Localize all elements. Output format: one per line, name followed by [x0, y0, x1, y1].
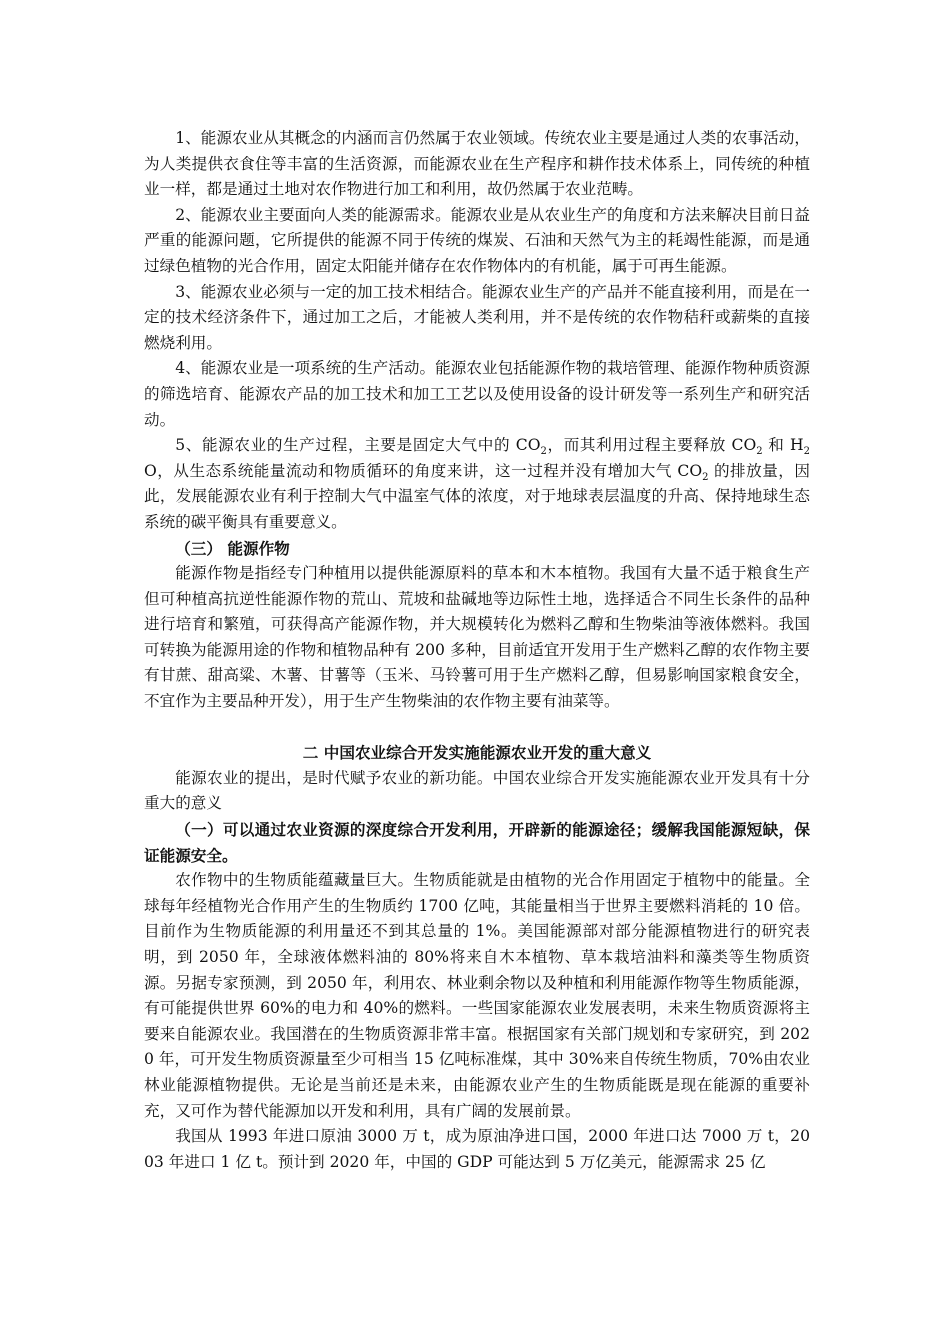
subscript-2: 2: [756, 446, 763, 458]
point-5-text-b: ，而其利用过程主要释放 CO: [546, 436, 757, 455]
subheading-1: （一）可以通过农业资源的深度综合开发利用，开辟新的能源途径；缓解我国能源短缺，保证能源安全。: [144, 820, 810, 865]
paragraph-crude-oil: 我国从 1993 年进口原油 3000 万 t，成为原油净进口国，2000 年进口达 7000 万 t，2003 年进口 1 亿 t。预计到 2020 年，中国的 GDP 可能达到 5 万亿美元，能源需求 25 亿: [144, 1127, 810, 1171]
paragraph-point-2: 2、能源农业主要面向人类的能源需求。能源农业是从农业生产的角度和方法来解决目前日益严重的能源问题，它所提供的能源不同于传统的煤炭、石油和天然气为主的耗竭性能源，而是通过绿色植物的光合作用，固定太阳能并储存在农作物体内的有机能，属于可再生能源。: [144, 205, 810, 275]
section-title: 二 中国农业综合开发实施能源农业开发的重大意义: [302, 743, 652, 763]
paragraph-intro: 能源农业的提出，是时代赋予农业的新功能。中国农业综合开发实施能源农业开发具有十分重大的意义: [144, 768, 810, 813]
point-5-text-d: O，从生态系统能量流动和物质循环的角度来讲，这一过程并没有增加大气 CO: [144, 461, 703, 480]
paragraph-point-5: [144, 433, 810, 535]
paragraph-point-3: 3、能源农业必须与一定的加工技术相结合。能源农业生产的产品并不能直接利用，而是在一定的技术经济条件下，通过加工之后，才能被人类利用，并不是传统的农作物秸秆或薪柴的直接燃烧利用。: [144, 282, 810, 352]
paragraph-point-4: 4、能源农业是一项系统的生产活动。能源农业包括能源作物的栽培管理、能源作物种质资源的筛选培育、能源农产品的加工技术和加工工艺以及使用设备的设计研发等一系列生产和研究活动。: [144, 359, 810, 429]
point-5-text-a: 5、能源农业的生产过程，主要是固定大气中的 CO: [175, 436, 541, 455]
subscript-2: 2: [540, 446, 547, 458]
document-page: [144, 126, 810, 1175]
paragraph-biomass: 农作物中的生物质能蕴藏量巨大。生物质能就是由植物的光合作用固定于植物中的能量。全球每年经植物光合作用产生的生物质约 1700 亿吨，其能量相当于世界主要燃料消耗的 10 倍。目前作为生物质能源的利用量还不到其总量的 1%。美国能源部对部分能源植物进行的研究表明，到 2050 年，全球液体燃料油的 80%将来自木本植物、草本栽培油料和藻类等生物质资源。另据专家预测，到 2050 年，利用农、林业剩余物以及种植和利用能源作物等生物质能源，有可能提供世界 60%的电力和 40%的燃料。一些国家能源农业发展表明，未来生物质资源将主要来自能源农业。我国潜在的生物质资源非常丰富。根据国家有关部门规划和专家研究，到 2020 年，可开发生物质资源量至少可相当 15 亿吨标准煤，其中 30%来自传统生物质，70%由农业林业能源植物提供。无论是当前还是未来，由能源农业产生的生物质能既是现在能源的重要补充，又可作为替代能源加以开发和利用，具有广阔的发展前景。: [144, 871, 810, 1120]
point-5-text-c: 和 H: [762, 436, 804, 455]
point-5-text-e: 的排放量，因此，发展能源农业有利于控制大气中温室气体的浓度，对于地球表层温度的升高、保持地球生态系统的碳平衡具有重要意义。: [144, 461, 810, 531]
heading-energy-crops: （三） 能源作物: [175, 538, 290, 558]
paragraph-energy-crops: 能源作物是指经专门种植用以提供能源原料的草本和木本植物。我国有大量不适于粮食生产但可种植高抗逆性能源作物的荒山、荒坡和盐碱地等边际性土地，选择适合不同生长条件的品种进行培育和繁殖，可获得高产能源作物，并大规模转化为燃料乙醇和生物柴油等液体燃料。我国可转换为能源用途的作物和植物品种有 200 多种，目前适宜开发用于生产燃料乙醇的农作物主要有甘蔗、甜高粱、木薯、甘薯等（玉米、马铃薯可用于生产燃料乙醇，但易影响国家粮食安全，不宜作为主要品种开发），用于生产生物柴油的农作物主要有油菜等。: [144, 564, 810, 711]
subscript-2: 2: [803, 446, 810, 458]
spacer: [144, 715, 810, 741]
subscript-2: 2: [702, 471, 709, 483]
paragraph-point-1: 1、能源农业从其概念的内涵而言仍然属于农业领域。传统农业主要是通过人类的农事活动，为人类提供衣食住等丰富的生活资源，而能源农业在生产程序和耕作技术体系上，同传统的种植业一样，都是通过土地对农作物进行加工和利用，故仍然属于农业范畴。: [144, 129, 810, 199]
